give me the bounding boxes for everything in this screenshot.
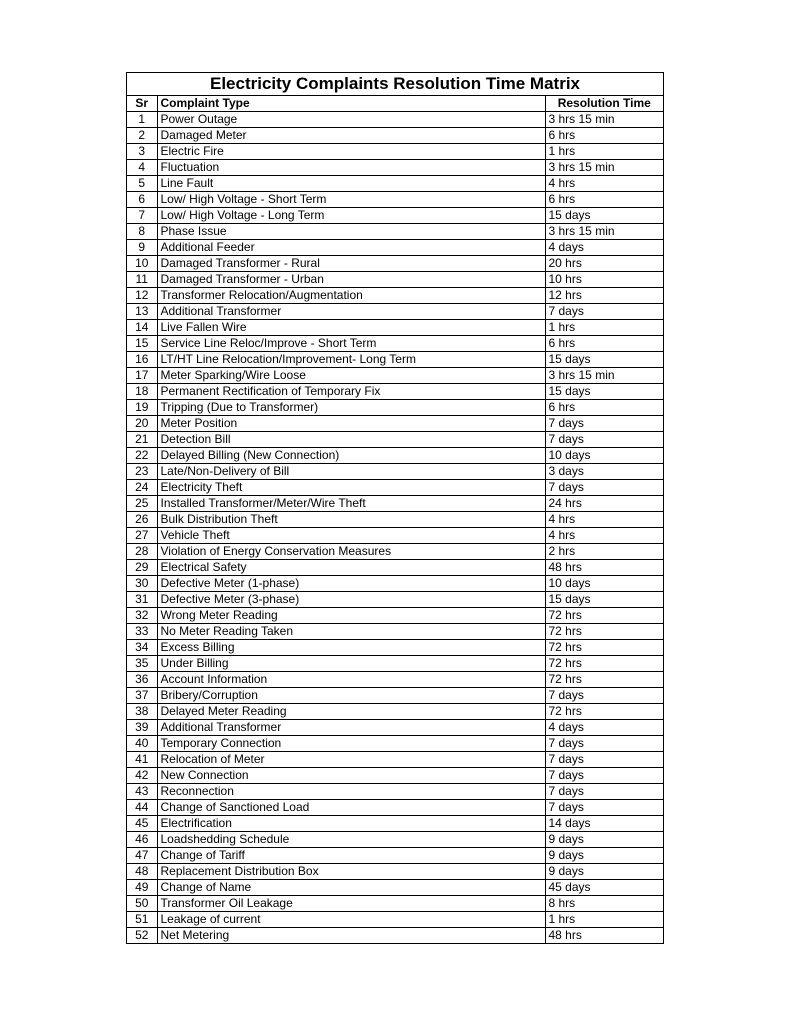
row-sr-cell: 14 [127, 320, 157, 336]
table-row [127, 224, 663, 240]
table-row [127, 800, 663, 816]
row-sr-cell: 34 [127, 640, 157, 656]
row-resolution-time-cell: 7 days [545, 304, 663, 320]
row-complaint-type-cell: Damaged Transformer - Rural [157, 256, 545, 272]
table-row [127, 784, 663, 800]
row-complaint-type-cell: Change of Tariff [157, 848, 545, 864]
table-row [127, 240, 663, 256]
row-resolution-time-cell: 15 days [545, 208, 663, 224]
row-sr-cell: 43 [127, 784, 157, 800]
table-row [127, 912, 663, 928]
table-header-row [127, 96, 663, 112]
row-sr-cell: 4 [127, 160, 157, 176]
row-resolution-time-cell: 48 hrs [545, 928, 663, 944]
table-row [127, 320, 663, 336]
table-row [127, 640, 663, 656]
row-sr-cell: 52 [127, 928, 157, 944]
table-row [127, 112, 663, 128]
row-resolution-time-cell: 7 days [545, 416, 663, 432]
row-sr-cell: 44 [127, 800, 157, 816]
table-row [127, 400, 663, 416]
table-row [127, 176, 663, 192]
row-complaint-type-cell: Relocation of Meter [157, 752, 545, 768]
row-resolution-time-cell: 4 hrs [545, 512, 663, 528]
table-row [127, 672, 663, 688]
row-sr-cell: 29 [127, 560, 157, 576]
table-row [127, 304, 663, 320]
table-row [127, 144, 663, 160]
row-sr-cell: 40 [127, 736, 157, 752]
row-complaint-type-cell: Temporary Connection [157, 736, 545, 752]
row-resolution-time-cell: 9 days [545, 832, 663, 848]
row-sr-cell: 10 [127, 256, 157, 272]
table-row [127, 416, 663, 432]
row-complaint-type-cell: Damaged Meter [157, 128, 545, 144]
table-row [127, 384, 663, 400]
row-resolution-time-cell: 3 hrs 15 min [545, 224, 663, 240]
table-row [127, 256, 663, 272]
row-sr-cell: 38 [127, 704, 157, 720]
table-row [127, 480, 663, 496]
row-complaint-type-cell: Phase Issue [157, 224, 545, 240]
table-row [127, 128, 663, 144]
table-row [127, 928, 663, 944]
row-resolution-time-cell: 4 hrs [545, 176, 663, 192]
row-complaint-type-cell: Under Billing [157, 656, 545, 672]
row-complaint-type-cell: Delayed Billing (New Connection) [157, 448, 545, 464]
row-resolution-time-cell: 14 days [545, 816, 663, 832]
row-complaint-type-cell: Line Fault [157, 176, 545, 192]
row-sr-cell: 16 [127, 352, 157, 368]
row-sr-cell: 50 [127, 896, 157, 912]
row-complaint-type-cell: Electrical Safety [157, 560, 545, 576]
row-resolution-time-cell: 9 days [545, 864, 663, 880]
row-complaint-type-cell: Account Information [157, 672, 545, 688]
row-resolution-time-cell: 15 days [545, 352, 663, 368]
row-sr-cell: 15 [127, 336, 157, 352]
row-sr-cell: 5 [127, 176, 157, 192]
row-sr-cell: 33 [127, 624, 157, 640]
row-resolution-time-cell: 3 hrs 15 min [545, 368, 663, 384]
table-row [127, 752, 663, 768]
row-resolution-time-cell: 12 hrs [545, 288, 663, 304]
row-complaint-type-cell: Leakage of current [157, 912, 545, 928]
row-sr-cell: 42 [127, 768, 157, 784]
row-complaint-type-cell: Detection Bill [157, 432, 545, 448]
row-complaint-type-cell: Change of Name [157, 880, 545, 896]
row-sr-cell: 45 [127, 816, 157, 832]
resolution-time-table [127, 96, 663, 943]
table-row [127, 368, 663, 384]
row-resolution-time-cell: 4 days [545, 240, 663, 256]
row-complaint-type-cell: Violation of Energy Conservation Measures [157, 544, 545, 560]
row-complaint-type-cell: Damaged Transformer - Urban [157, 272, 545, 288]
table-body [127, 112, 663, 944]
row-sr-cell: 41 [127, 752, 157, 768]
row-resolution-time-cell: 7 days [545, 736, 663, 752]
table-row [127, 192, 663, 208]
table-row [127, 720, 663, 736]
row-complaint-type-cell: Bulk Distribution Theft [157, 512, 545, 528]
row-resolution-time-cell: 3 hrs 15 min [545, 112, 663, 128]
row-resolution-time-cell: 72 hrs [545, 704, 663, 720]
row-complaint-type-cell: Change of Sanctioned Load [157, 800, 545, 816]
row-resolution-time-cell: 7 days [545, 480, 663, 496]
row-complaint-type-cell: Wrong Meter Reading [157, 608, 545, 624]
row-sr-cell: 7 [127, 208, 157, 224]
row-complaint-type-cell: Live Fallen Wire [157, 320, 545, 336]
row-sr-cell: 26 [127, 512, 157, 528]
row-resolution-time-cell: 7 days [545, 784, 663, 800]
row-sr-cell: 6 [127, 192, 157, 208]
row-resolution-time-cell: 3 days [545, 464, 663, 480]
row-sr-cell: 11 [127, 272, 157, 288]
table-row [127, 208, 663, 224]
row-resolution-time-cell: 20 hrs [545, 256, 663, 272]
row-sr-cell: 27 [127, 528, 157, 544]
row-complaint-type-cell: Electrification [157, 816, 545, 832]
table-row [127, 848, 663, 864]
row-resolution-time-cell: 7 days [545, 768, 663, 784]
table-row [127, 688, 663, 704]
row-complaint-type-cell: Meter Sparking/Wire Loose [157, 368, 545, 384]
row-sr-cell: 21 [127, 432, 157, 448]
table-row [127, 624, 663, 640]
row-complaint-type-cell: Excess Billing [157, 640, 545, 656]
row-sr-cell: 24 [127, 480, 157, 496]
row-complaint-type-cell: New Connection [157, 768, 545, 784]
row-sr-cell: 31 [127, 592, 157, 608]
row-sr-cell: 48 [127, 864, 157, 880]
row-resolution-time-cell: 4 hrs [545, 528, 663, 544]
row-resolution-time-cell: 10 days [545, 448, 663, 464]
row-sr-cell: 8 [127, 224, 157, 240]
row-complaint-type-cell: Defective Meter (1-phase) [157, 576, 545, 592]
row-resolution-time-cell: 6 hrs [545, 336, 663, 352]
row-sr-cell: 47 [127, 848, 157, 864]
row-resolution-time-cell: 6 hrs [545, 192, 663, 208]
row-complaint-type-cell: Replacement Distribution Box [157, 864, 545, 880]
row-resolution-time-cell: 15 days [545, 384, 663, 400]
row-sr-cell: 51 [127, 912, 157, 928]
table-row [127, 544, 663, 560]
table-row [127, 736, 663, 752]
row-complaint-type-cell: No Meter Reading Taken [157, 624, 545, 640]
row-sr-cell: 19 [127, 400, 157, 416]
row-resolution-time-cell: 72 hrs [545, 672, 663, 688]
row-complaint-type-cell: Net Metering [157, 928, 545, 944]
row-complaint-type-cell: Tripping (Due to Transformer) [157, 400, 545, 416]
row-sr-cell: 30 [127, 576, 157, 592]
row-resolution-time-cell: 1 hrs [545, 320, 663, 336]
row-sr-cell: 20 [127, 416, 157, 432]
row-complaint-type-cell: Delayed Meter Reading [157, 704, 545, 720]
row-sr-cell: 49 [127, 880, 157, 896]
row-resolution-time-cell: 7 days [545, 432, 663, 448]
row-resolution-time-cell: 72 hrs [545, 608, 663, 624]
row-sr-cell: 25 [127, 496, 157, 512]
header-resolution-time: Resolution Time [545, 96, 663, 112]
row-resolution-time-cell: 3 hrs 15 min [545, 160, 663, 176]
row-resolution-time-cell: 48 hrs [545, 560, 663, 576]
row-sr-cell: 18 [127, 384, 157, 400]
header-complaint-type: Complaint Type [157, 96, 545, 112]
row-resolution-time-cell: 45 days [545, 880, 663, 896]
row-complaint-type-cell: Transformer Relocation/Augmentation [157, 288, 545, 304]
row-complaint-type-cell: Transformer Oil Leakage [157, 896, 545, 912]
row-resolution-time-cell: 10 hrs [545, 272, 663, 288]
row-resolution-time-cell: 10 days [545, 576, 663, 592]
table-row [127, 352, 663, 368]
row-resolution-time-cell: 72 hrs [545, 640, 663, 656]
table-row [127, 832, 663, 848]
table-row [127, 560, 663, 576]
row-sr-cell: 32 [127, 608, 157, 624]
row-complaint-type-cell: Reconnection [157, 784, 545, 800]
row-sr-cell: 2 [127, 128, 157, 144]
row-resolution-time-cell: 1 hrs [545, 144, 663, 160]
row-sr-cell: 36 [127, 672, 157, 688]
row-sr-cell: 17 [127, 368, 157, 384]
row-complaint-type-cell: Permanent Rectification of Temporary Fix [157, 384, 545, 400]
row-complaint-type-cell: Bribery/Corruption [157, 688, 545, 704]
row-complaint-type-cell: Defective Meter (3-phase) [157, 592, 545, 608]
row-sr-cell: 9 [127, 240, 157, 256]
table-row [127, 432, 663, 448]
row-sr-cell: 35 [127, 656, 157, 672]
row-complaint-type-cell: Power Outage [157, 112, 545, 128]
row-resolution-time-cell: 15 days [545, 592, 663, 608]
row-sr-cell: 3 [127, 144, 157, 160]
row-resolution-time-cell: 72 hrs [545, 656, 663, 672]
table-row [127, 592, 663, 608]
table-row [127, 160, 663, 176]
row-resolution-time-cell: 72 hrs [545, 624, 663, 640]
row-resolution-time-cell: 7 days [545, 752, 663, 768]
row-sr-cell: 46 [127, 832, 157, 848]
row-resolution-time-cell: 4 days [545, 720, 663, 736]
table-row [127, 704, 663, 720]
document-title: Electricity Complaints Resolution Time Matrix [127, 73, 663, 96]
row-complaint-type-cell: Vehicle Theft [157, 528, 545, 544]
complaints-matrix-sheet [126, 72, 664, 944]
row-sr-cell: 37 [127, 688, 157, 704]
row-complaint-type-cell: Additional Feeder [157, 240, 545, 256]
table-row [127, 272, 663, 288]
row-sr-cell: 12 [127, 288, 157, 304]
row-resolution-time-cell: 8 hrs [545, 896, 663, 912]
row-resolution-time-cell: 6 hrs [545, 400, 663, 416]
row-sr-cell: 28 [127, 544, 157, 560]
row-resolution-time-cell: 7 days [545, 688, 663, 704]
row-complaint-type-cell: Fluctuation [157, 160, 545, 176]
row-complaint-type-cell: Electricity Theft [157, 480, 545, 496]
row-complaint-type-cell: Low/ High Voltage - Long Term [157, 208, 545, 224]
row-complaint-type-cell: Installed Transformer/Meter/Wire Theft [157, 496, 545, 512]
row-sr-cell: 22 [127, 448, 157, 464]
row-complaint-type-cell: Meter Position [157, 416, 545, 432]
table-row [127, 864, 663, 880]
row-complaint-type-cell: Electric Fire [157, 144, 545, 160]
table-row [127, 464, 663, 480]
row-resolution-time-cell: 9 days [545, 848, 663, 864]
row-complaint-type-cell: Loadshedding Schedule [157, 832, 545, 848]
row-sr-cell: 39 [127, 720, 157, 736]
row-complaint-type-cell: Additional Transformer [157, 304, 545, 320]
table-row [127, 608, 663, 624]
row-complaint-type-cell: Low/ High Voltage - Short Term [157, 192, 545, 208]
row-complaint-type-cell: Additional Transformer [157, 720, 545, 736]
row-sr-cell: 23 [127, 464, 157, 480]
table-row [127, 336, 663, 352]
table-row [127, 816, 663, 832]
table-row [127, 768, 663, 784]
row-sr-cell: 1 [127, 112, 157, 128]
table-row [127, 496, 663, 512]
table-row [127, 656, 663, 672]
row-resolution-time-cell: 6 hrs [545, 128, 663, 144]
row-sr-cell: 13 [127, 304, 157, 320]
row-resolution-time-cell: 2 hrs [545, 544, 663, 560]
row-complaint-type-cell: Late/Non-Delivery of Bill [157, 464, 545, 480]
header-sr: Sr [127, 96, 157, 112]
row-resolution-time-cell: 24 hrs [545, 496, 663, 512]
table-row [127, 448, 663, 464]
table-row [127, 880, 663, 896]
table-row [127, 576, 663, 592]
row-complaint-type-cell: LT/HT Line Relocation/Improvement- Long Term [157, 352, 545, 368]
table-row [127, 288, 663, 304]
row-resolution-time-cell: 1 hrs [545, 912, 663, 928]
table-row [127, 512, 663, 528]
table-row [127, 528, 663, 544]
row-complaint-type-cell: Service Line Reloc/Improve - Short Term [157, 336, 545, 352]
table-row [127, 896, 663, 912]
row-resolution-time-cell: 7 days [545, 800, 663, 816]
